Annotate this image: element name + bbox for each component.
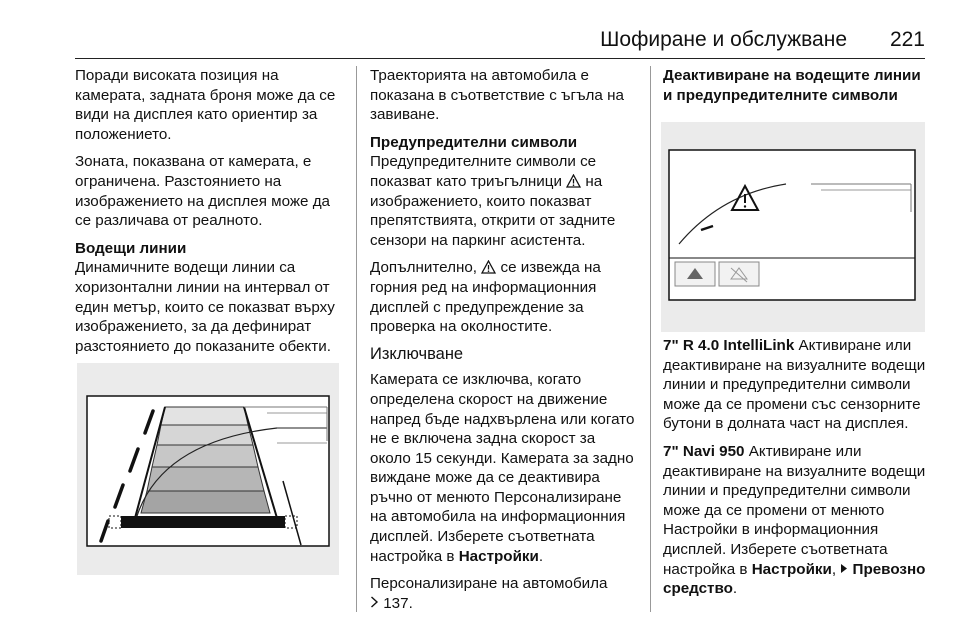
text: Предупредителните символи се показват като триъгълници <box>370 153 597 190</box>
section-heading-guidelines: Водещи линии <box>75 239 187 257</box>
paragraph <box>370 152 640 250</box>
column-2 <box>370 66 640 621</box>
column-3 <box>663 66 933 105</box>
text: . <box>538 547 544 565</box>
column-3-text <box>663 336 933 607</box>
page-reference: 137. <box>383 594 413 612</box>
paragraph <box>663 336 933 434</box>
paragraph <box>370 370 640 566</box>
text: . <box>732 580 738 598</box>
page-header <box>75 28 925 59</box>
text: на изображението, които показват препятствията, открити от задните сензори на паркинг асистента. <box>370 172 616 249</box>
paragraph: Динамичните водещи линии са хоризонтални линии на интервал от един метър, които се показват върху изображението, за да дефинират разстоянието до показаните обекти. <box>75 259 335 355</box>
paragraph: Траекторията на автомобила е показана в съответствие с ъгъла на завиване. <box>370 67 624 124</box>
text: Допълнително, <box>370 259 477 277</box>
menu-vehicle-label: Превозно средство <box>663 560 926 598</box>
text: се извежда на горния ред на информационния дисплей с предупреждение за проверка на околностите. <box>370 259 601 336</box>
menu-settings-label: Настройки <box>458 547 539 565</box>
section-heading-warning-symbols: Предупредителни символи <box>370 133 578 151</box>
system-label-navi950: 7" Navi 950 <box>663 442 745 460</box>
warning-symbols-illustration <box>661 122 925 332</box>
paragraph <box>370 574 640 613</box>
section-heading-turn-off: Изключване <box>370 344 464 363</box>
warning-triangle-icon <box>566 174 581 188</box>
reference-arrow-icon <box>370 596 379 608</box>
warning-triangle-icon <box>481 260 496 274</box>
system-label-r40: 7" R 4.0 IntelliLink <box>663 337 795 354</box>
text: Активиране или деактивиране на визуалните водещи линии и предупредителни символи може да се промени със сензорните бутони в долната част на дисплея. <box>663 337 926 433</box>
column-divider <box>650 66 651 612</box>
text: Камерата се изключва, когато определена скорост на движение напред бъде надхвърлена или когато не е включена задна скорост за около 15 секунди. Камерата за задно виждане може да се деактивира ръчно от менюто Персонализиране на автомобила на информационния дисплей. Изберете съответната настройка в <box>370 371 635 565</box>
guideline-illustration <box>77 363 339 575</box>
paragraph: Зоната, показвана от камерата, е ограничена. Разстоянието на изображението на дисплея може да се различава от реалното. <box>75 153 331 230</box>
section-heading-deactivate: Деактивиране на водещите линии и предупредителните символи <box>663 67 921 104</box>
page-number: 221 <box>889 28 925 51</box>
paragraph: Поради високата позиция на камерата, задната броня може да се види на дисплея като ориентир за положението. <box>75 67 336 143</box>
text: Персонализиране на автомобила <box>370 575 608 593</box>
menu-settings-label: Настройки <box>751 560 832 578</box>
menu-arrow-icon <box>840 563 848 574</box>
column-1 <box>75 66 345 364</box>
paragraph <box>663 442 933 599</box>
text: Активиране или деактивиране на визуалните водещи линии и предупредителни символи може да се промени от менюто Настройки в информационния дисплей. Изберете съответната настройка в <box>663 442 926 578</box>
column-divider <box>356 66 357 612</box>
paragraph <box>370 258 640 336</box>
text: , <box>831 560 841 578</box>
page-title: Шофиране и обслужване <box>600 28 847 51</box>
